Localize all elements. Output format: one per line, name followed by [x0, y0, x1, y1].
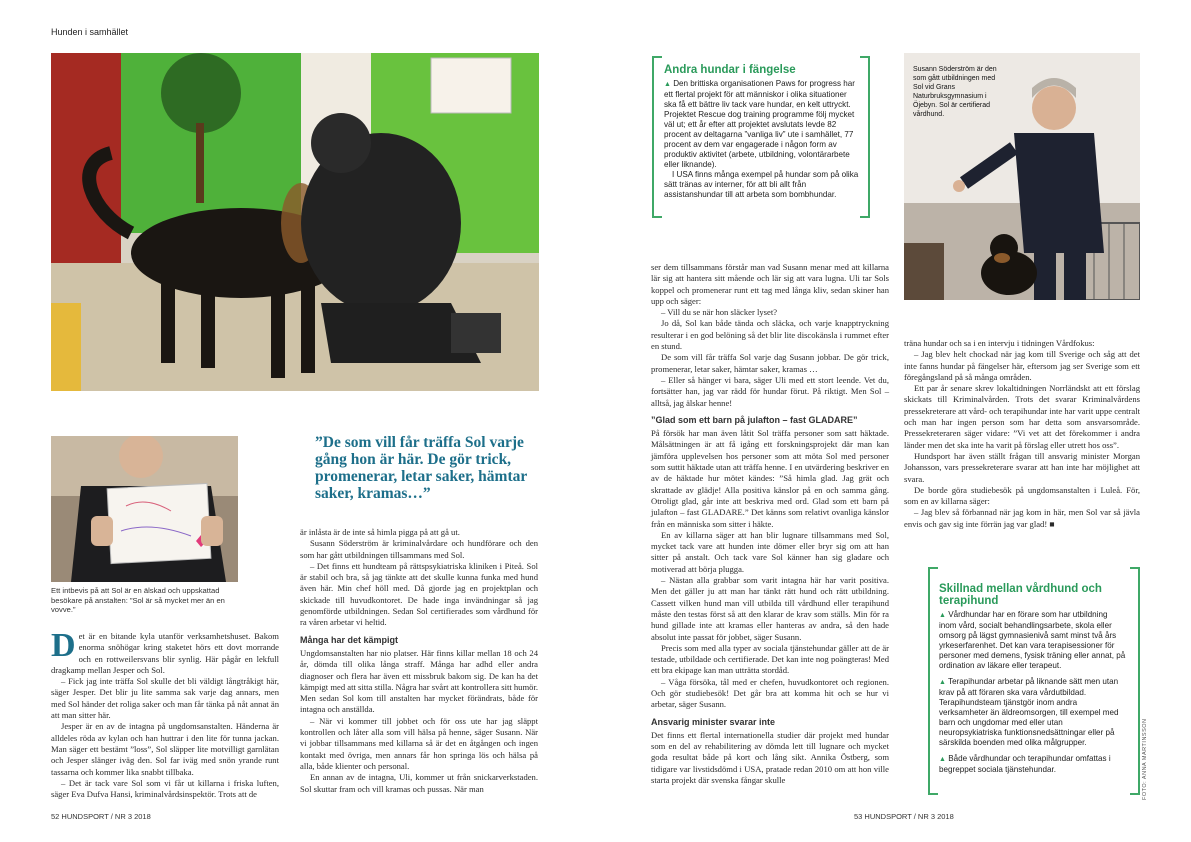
left-folio: 52 HUNDSPORT / NR 3 2018 — [51, 812, 151, 821]
col1-para-3: Jesper är en av de intagna på ungdomsanstalten. Händerna är alldeles röda av kylan och han huttrar i den lite för tunna jackan. Man säger ett bestämt ”loss”, Sol släpper lite motvilligt garnlätan och Jesper slänger iväg den. Sol far iväg med snön yrande runt tassarna och kommer lika snabbt tillbaka. — [51, 721, 279, 777]
col3-para-2: – Vill du se när hon släcker lyset? — [661, 307, 778, 318]
pull-quote: ”De som vill får träffa Sol varje gång hon är här. De gör trick, promenerar, letar saker, hämtar saker, kramas…” — [315, 434, 527, 502]
box1 — [664, 64, 860, 200]
col4-para-3: Ett par år senare skrev lokaltidningen Norrländskt att ett förslag skickats till Kriminalvården. Trots det svarar Kriminalvårdens pressekreterare att vård- och terapihundar inte har varit uppe centralt och man har ingen person som har detta som ansvarsområde. Pressekreteraren säger vidare: ”Vi vet att det förekommer i andra länder men det ska inte ha varit på förslag eller utrett hos oss”. — [904, 383, 1140, 450]
col2-para-6: En annan av de intagna, Uli, kommer ut från snickarverkstaden. Sol skuttar fram och vill kramas och pussas. När man — [300, 772, 538, 794]
col4-para-6-text: – Jag blev så förbannad när jag kom in här, men Sol var så jävla envis och gav sig inte förrän jag var glad! — [904, 507, 1140, 529]
col3-para-6: På försök har man även låtit Sol träffa personer som satt häktade. Målsättningen är att få igång ett forskningsprojekt där man kan jämföra upplevelsen hos personer som att möta Sol med personer som suttit häktade utan att träffa henne. I en utvärdering beskriver en av de häktade hur mötet kändes: ”Så himla glad. Jag grät och skrattade av glädje! Alla positiva känslor på en och samma gång. Otroligt glad, går inte att beskriva med ord. Glad som ett barn på julafton – fast GLADARE.” Det känns som relativt ovanliga känslor från en människa som sitter i häkte. — [651, 428, 889, 529]
box2-bracket-left — [928, 567, 938, 795]
end-mark-icon: ■ — [1049, 518, 1055, 529]
photo-credit: FOTO: ANNA MARTINSSON — [1142, 718, 1148, 800]
col2-para-3: – Det finns ett hundteam på rättspsykiatriska kliniken i Piteå. Sol är stabil och bra, så jag tänkte att det skulle kunna funka med hund även här. Min chef höll med. Då gjorde jag en projektplan och skickade till huvudkontoret. De hade inga invändningar så jag genomförde utbildningen. Sedan Sol certifierades som vårdhund för ra våren arbetar vi heltid. — [300, 560, 538, 628]
running-head: Hunden i samhället — [51, 27, 129, 37]
right-folio: 53 HUNDSPORT / NR 3 2018 — [854, 812, 954, 821]
col3-para-3: Jo då, Sol kan både tända och släcka, och varje knapptryckning resulterar i en god belöning så det blir lite discokänsla i rummet efter en stund. — [651, 318, 889, 352]
small-photo — [51, 436, 238, 582]
small-photo-illustration — [51, 436, 238, 582]
col2-para-5: – När vi kommer till jobbet och för oss ute har jag släppt kontrollen och låter alla som vill hälsa på henne, säger Susann. När vi jobbar tillsammans med killarna så är det en åtgången och ingen kontakt med övriga, men annars får hon springa lös och hälsa på alla, både klienter och personal. — [300, 715, 538, 771]
col3-para-4: De som vill får träffa Sol varje dag Susann jobbar. De gör trick, promenerar, letar saker, hämtar saker, kramas … — [651, 352, 889, 374]
box2-bracket-right — [1130, 567, 1140, 795]
box1-bracket-right — [860, 56, 870, 218]
col4-para-6 — [904, 507, 1140, 530]
col2-para-2: Susann Söderström är kriminalvårdare och hundförare och den som har gått utbildningen tillsammans med Sol. — [300, 538, 538, 560]
col4-para-2: – Jag blev helt chockad när jag kom till Sverige och såg att det inte fanns hundar på fängelser här, eftersom jag ser Sverige som ett föregångsland på så många områden. — [904, 349, 1140, 382]
small-photo-caption: Ett intbevis på att Sol är en älskad och uppskattad besökare på anstalten: ”Sol är så mycket mer än en vovve.” — [51, 586, 225, 614]
col3-para-8: – Nästan alla grabbar som varit intagna här har varit positiva. Men det gäller ju att man har tänkt rätt hund och rätt utbildning. Cassett vilken hund man vill utbilda till vårdhund eller terapihund måste den testas först så att den klarar de krav som ställs. Min för ra hund gillade inte att kramas eller hanteras av andra, så den hade absolut inte passat för jobbet, säger Susann. — [651, 575, 889, 642]
bullet-icon: ▲ — [664, 81, 671, 88]
col3-para-10: – Våga försöka, tål med er chefen, huvudkontoret och regionen. Och gör studiebesök! Det går bra att komma hit och se hur vi arbetar, säger Susann. — [651, 676, 889, 710]
right-photo-caption: Susann Söderström är den som gått utbildningen med Sol vid Grans Naturbruksgymnasium i Öjebyn. Sol är certifierad vårdhund. — [913, 66, 997, 118]
col3-para-7: En av killarna säger att han blir lugnare tillsammans med Sol, mycket tack vare att hunden inte dömer eller bryr sig om att han sitter på anstalt. Och tack vare Sol känner han sig gladare och motiverad att börja plugga. — [651, 529, 889, 574]
column-1 — [51, 627, 279, 800]
column-3 — [651, 262, 889, 786]
main-photo — [51, 53, 539, 391]
col1-para-4: – Det är tack vare Sol som vi får ut killarna i friska luften, säger Eva Dufva Hansi, kriminalvårdsinspektör. Trots att de — [51, 777, 279, 800]
box2-title: Skillnad mellan vårdhund och terapihund — [939, 583, 1102, 607]
col3-para-9: Precis som med alla typer av sociala tjänstehundar gäller att de är testade, utbildade och certifierade. Det kan inte nog poängteras! Med ett bra ekipage kan man utträtta stordåd. — [651, 642, 889, 676]
col4-para-1: träna hundar och sa i en intervju i tidningen Vårdfokus: — [904, 338, 1095, 348]
col2-para-1: är inlåsta är de inte så himla pigga på att gå ut. — [300, 527, 460, 537]
col4-para-5: De borde göra studiebesök på ungdomsanstalten i Luleå. För, som en av killarna säger: — [904, 484, 1140, 507]
col1-para-2: – Fick jag inte träffa Sol skulle det bli väldigt långtråkigt här, säger Jesper. Det blir ju lite samma sak varje dag annars, men med Sol händer det roliga saker och man får tänka på nåt annat än att man sitter här. — [51, 676, 279, 721]
box2-para-1: Vårdhundar har en förare som har utbildning inom vård, socialt behandlingsarbete, skola eller omsorg på lägst gymnasienivå samt minst två års yrkeserfarenhet. Det kan vara terapisessioner för personer med demens, fysisk träning eller annat, på ordination av läkare eller terapeut. — [939, 610, 1126, 670]
box2 — [939, 583, 1127, 775]
box1-title: Andra hundar i fängelse — [664, 64, 796, 76]
box2-para-3: Både vårdhundar och terapihundar omfattas i begreppet sociala tjänstehundar. — [939, 754, 1111, 774]
bullet-icon: ▲ — [939, 679, 946, 686]
column-4 — [904, 338, 1140, 530]
main-photo-illustration — [51, 53, 539, 391]
box2-body — [939, 610, 1127, 775]
box1-para-2: I USA finns många exempel på hundar som på olika sätt tränas av interner, för att bli allt från assistanshundar till att arbeta som bombhundar. — [664, 170, 859, 199]
column-2 — [300, 527, 538, 795]
col4-para-4: Hundsport har även ställt frågan till ansvarig minister Morgan Johansson, vars pressekreterare svarar att han inte har möjlighet att svara. — [904, 450, 1140, 484]
box1-body — [664, 79, 860, 200]
col2-para-4: Ungdomsanstalten har nio platser. Här finns killar mellan 18 och 24 år, dömda till olika långa straff. Många har adhd eller andra diagnoser och flera har även ett missbruk bakom sig. De kan ha det kämpigt med att sitta stilla. Några har svårt att kontrollera sitt humör. Men sedan Sol kom till anstalten har mycket förändrats, både för intagna och anställda. — [300, 647, 538, 715]
box1-para-1: Den brittiska organisationen Paws for progress har ett flertal projekt för att människor i olika situationer ska få ett bättre liv tack vare hundar, en kelt uttryckt. Projektet Rescue dog training programme följ mycket väl ut; ett år efter att projektet avslutats levde 82 procent av deltagarna ”vanliga liv” ute i samhället, 77 procent av dem var engagerade i någon form av produktiv aktivitet (arbete, utbildning, volontärarbete eller liknande). — [664, 79, 855, 169]
col3-subhead-2: Ansvarig minister svarar inte — [651, 716, 776, 727]
col2-subhead: Många har det kämpigt — [300, 634, 399, 645]
box2-para-2: Terapihundar arbetar på liknande sätt men utan krav på att föraren ska vara vårdutbildad. Terapihundsteam tjänstgör inom andra verksamheter än äldreomsorgen, till exempel med barn och ungdomar med eller utan neuropsykiatriska funktionsnedsättningar eller på särskilda boenden med olika målgrupper. — [939, 677, 1119, 747]
col3-para-5: – Eller så hänger vi bara, säger Uli med ett stort leende. Vet du, fortsätter han, jag var rädd för hundar förut. På riktigt. Men Sol – alltså, jag älskar henne! — [651, 374, 889, 408]
col3-subhead-1: ”Glad som ett barn på julafton – fast GLADARE” — [651, 414, 858, 425]
bullet-icon: ▲ — [939, 756, 946, 763]
col1-para-1: et är en bitande kyla utanför verksamhetshuset. Bakom enorma snöhögar kring staketet hörs ett dovt morrande och en rottweilersvans blir synlig. Här pågår en lekfull dragkamp mellan Jesper och Sol. — [51, 631, 279, 675]
drop-cap: D — [51, 627, 76, 664]
box1-bracket-left — [652, 56, 662, 218]
bullet-icon: ▲ — [939, 612, 946, 619]
col3-para-11: Det finns ett flertal internationella studier där projekt med hundar som en del av rehabilitering av dömda lett till lugnare och mycket goda resultat både på kort och lång sikt. Annika Östberg, som tidigare var livstidsdömd i USA, pratade redan 2010 om att hon ville starta projekt där svenska fångar skulle — [651, 729, 889, 786]
col3-para-1: ser dem tillsammans förstår man vad Susann menar med att killarna lär sig att hantera sitt mående och lär sig att vara lugna. Uli tar Sols koppel och promenerar runt ett tag med långa kliv, sedan skiner han upp och säger: — [651, 262, 889, 306]
